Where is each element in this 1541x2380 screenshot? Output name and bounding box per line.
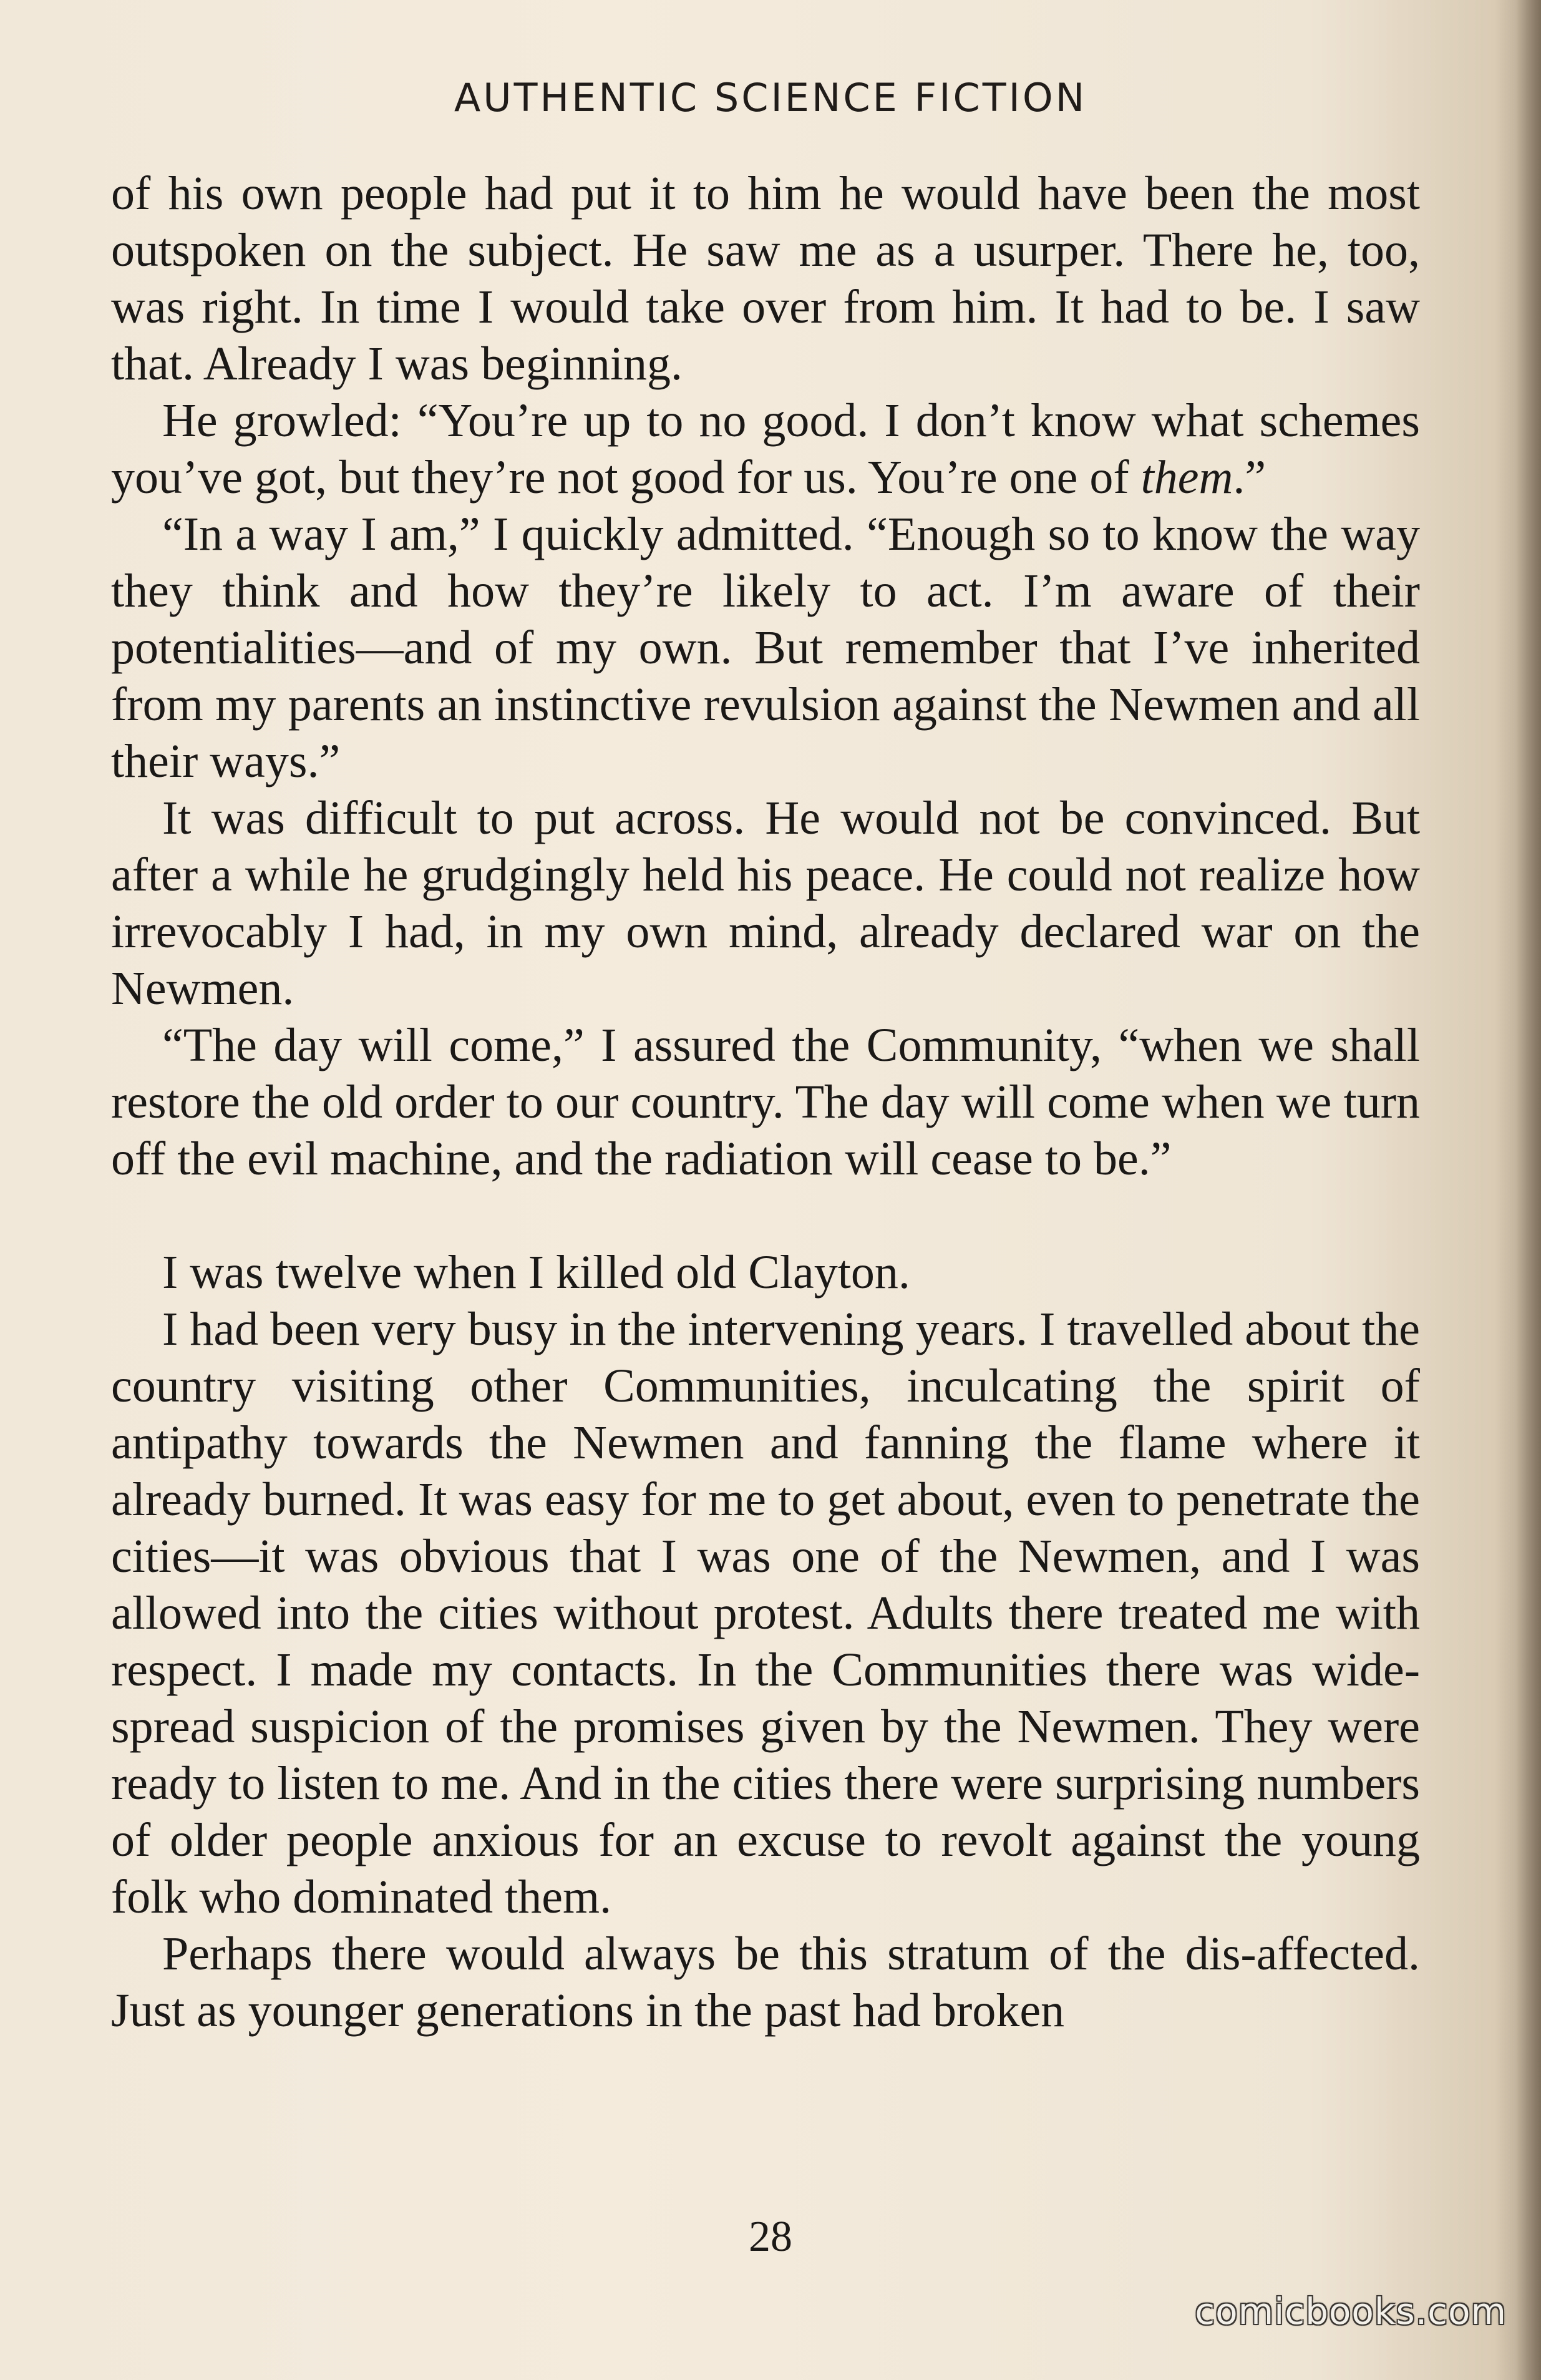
body-text [111,165,1420,2039]
watermark: comicbooks.com [1195,2290,1507,2333]
paragraph-2-text: He growled: “You’re up to no good. I don’t know what schemes you’ve got, but they’re not good for us. You’re one of [111,394,1420,504]
paragraph-2-italic: them [1140,451,1233,504]
paragraph-5: “The day will come,” I assured the Community, “when we shall restore the old order to our country. The day will come when we turn off the evil machine, and the radiation will cease to be.” [111,1019,1420,1185]
section-break [111,1188,1420,1244]
paragraph-8: Perhaps there would always be this stratum of the dis-affected. Just as younger generations in the past had broken [111,1928,1420,2037]
page-edge-shadow [1516,0,1541,2380]
paragraph-1: of his own people had put it to him he would have been the most outspoken on the subject. He saw me as a usurper. There he, too, was right. In time I would take over from him. It had to be. I saw that. Already I was beginning. [111,167,1420,390]
paragraph-7: I had been very busy in the intervening years. I travelled about the country visiting other Communities, inculcating the spirit of antipathy towards the Newmen and fanning the flame where it already burned. It was easy for me to get about, even to penetrate the cities—it was obvious that I was one of the Newmen, and I was allowed into the cities without protest. Adults there treated me with respect. I made my contacts. In the Communities there was wide-spread suspicion of the promises given by the Newmen. They were ready to listen to me. And in the cities there were surprising numbers of older people anxious for an excuse to revolt against the young folk who dominated them. [111,1303,1420,1923]
paragraph-6: I was twelve when I killed old Clayton. [162,1246,910,1299]
running-head: AUTHENTIC SCIENCE FICTION [454,75,1087,120]
paragraph-2 [111,393,1420,506]
paragraph-3: “In a way I am,” I quickly admitted. “Enough so to know the way they think and how they’re likely to act. I’m aware of their potentialities—and of my own. But remember that I’ve inherited from my parents an instinctive revulsion against the Newmen and all their ways.” [111,508,1420,788]
page-number: 28 [749,2213,792,2261]
paragraph-2-end: .” [1233,451,1266,504]
paragraph-4: It was difficult to put across. He would not be convinced. But after a while he grudgingly held his peace. He could not realize how irrevocably I had, in my own mind, already declared war on the Newmen. [111,792,1420,1015]
